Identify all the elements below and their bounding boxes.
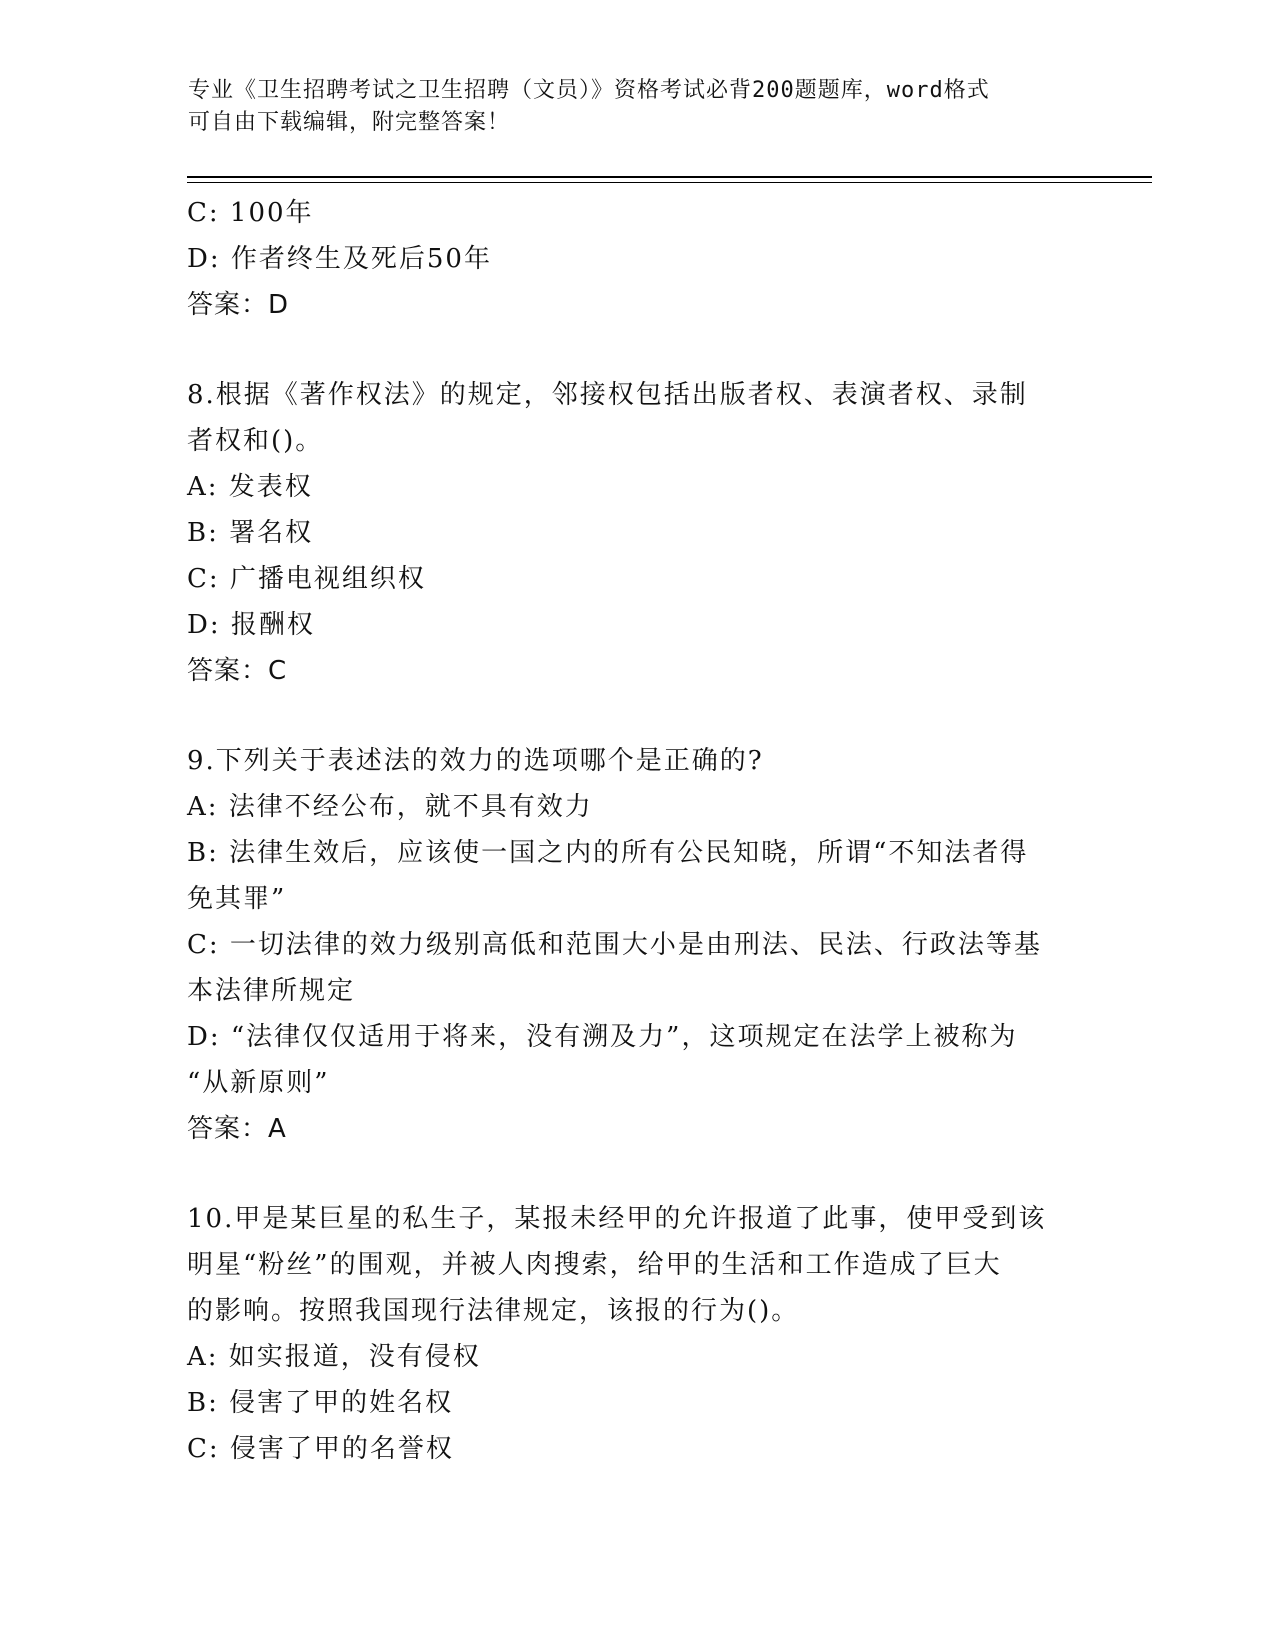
option-a: A: 如实报道，没有侵权 xyxy=(187,1342,481,1372)
option-c: C: 广播电视组织权 xyxy=(187,564,426,594)
question-stem-cont: 的影响。按照我国现行法律规定，该报的行为()。 xyxy=(187,1296,800,1326)
header-rule-thin xyxy=(187,182,1152,183)
question-stem: 8.根据《著作权法》的规定，邻接权包括出版者权、表演者权、录制 xyxy=(187,380,1028,410)
option-a: A: 发表权 xyxy=(187,472,313,502)
option-b-cont: 免其罪” xyxy=(187,884,287,914)
option-c: C: 一切法律的效力级别高低和范围大小是由刑法、民法、行政法等基 xyxy=(187,930,1042,960)
option-d: D: “法律仅仅适用于将来，没有溯及力”，这项规定在法学上被称为 xyxy=(187,1022,1018,1052)
previous-question-tail xyxy=(187,190,1087,328)
option-d: D: 报酬权 xyxy=(187,610,315,640)
answer-line: 答案：D xyxy=(187,290,290,320)
question-list xyxy=(187,190,1087,1472)
option-d: D: 作者终生及死后50年 xyxy=(187,244,492,274)
question-stem: 10.甲是某巨星的私生子，某报未经甲的允许报道了此事，使甲受到该 xyxy=(187,1204,1047,1234)
question-stem: 9.下列关于表述法的效力的选项哪个是正确的? xyxy=(187,746,764,776)
spacer xyxy=(187,1152,1087,1196)
header-rule-thick xyxy=(187,176,1152,178)
option-b: B: 侵害了甲的姓名权 xyxy=(187,1388,454,1418)
question-8 xyxy=(187,372,1087,694)
header-line-1: 专业《卫生招聘考试之卫生招聘（文员）》资格考试必背200题题库，word格式 xyxy=(188,78,990,103)
question-stem-cont: 明星“粉丝”的围观，并被人肉搜索，给甲的生活和工作造成了巨大 xyxy=(187,1250,1002,1280)
question-9 xyxy=(187,738,1087,1152)
option-c-cont: 本法律所规定 xyxy=(187,976,356,1006)
answer-line: 答案：C xyxy=(187,656,288,686)
answer-line: 答案：A xyxy=(187,1114,287,1144)
option-c: C: 侵害了甲的名誉权 xyxy=(187,1434,454,1464)
question-stem-cont: 者权和()。 xyxy=(187,426,324,456)
option-d-cont: “从新原则” xyxy=(187,1068,330,1098)
document-header xyxy=(188,75,1068,139)
option-a: A: 法律不经公布，就不具有效力 xyxy=(187,792,593,822)
option-b: B: 法律生效后，应该使一国之内的所有公民知晓，所谓“不知法者得 xyxy=(187,838,1029,868)
spacer xyxy=(187,328,1087,372)
question-10 xyxy=(187,1196,1087,1472)
spacer xyxy=(187,694,1087,738)
option-b: B: 署名权 xyxy=(187,518,314,548)
option-c: C: 100年 xyxy=(187,198,314,228)
header-line-2: 可自由下载编辑，附完整答案！ xyxy=(188,110,511,135)
